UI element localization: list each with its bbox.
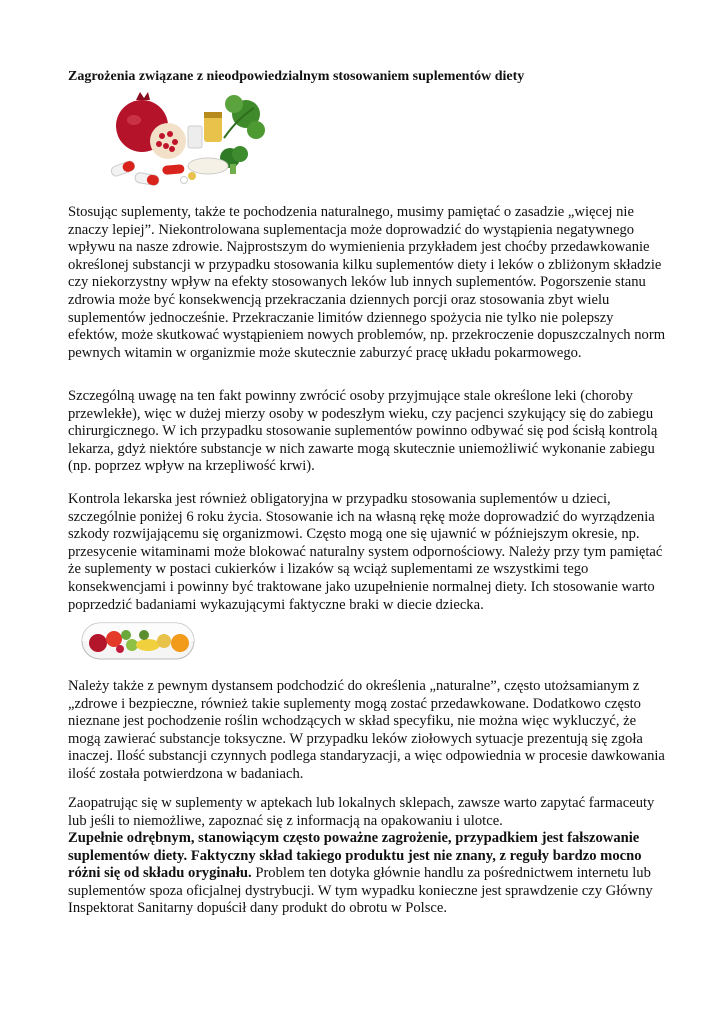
fruit-capsule-illustration xyxy=(80,617,196,665)
paragraph-6-text: Problem ten dotyka głównie handlu za pośrednictwem internetu lub suplementów spoza oficjalnej dystrybucji. W tym wypadku konieczne jest sprawdzenie czy Główny Inspektorat Sanitarny dopuścił dany produkt do obrotu w Polsce. xyxy=(68,865,653,917)
paragraph-4: Należy także z pewnym dystansem podchodzić do określenia „naturalne”, często utożsamianym z „zdrowe i bezpieczne, również takie suplementy mogą zostać przedawkowane. Dodatkowo często nieznane jest pochodzenie roślin wchodzących w skład specyfiku, nie można więc wykluczyć, że mogą zawierać substancje toksyczne. W przypadku leków ziołowych sytuacje prezentują się zgoła inaczej. Ilość substancji czynnych podlega standaryzacji, a więc odpowiednia w procesie dawkowania ilość została potwierdzona w badaniach. xyxy=(68,678,665,782)
warning-bold-text: Zupełnie odrębnym, stanowiącym często poważne zagrożenie, przypadkiem jest fałszowanie suplementów diety. Faktyczny skład takiego produktu jest nie znany, z reguły bardzo mocno różni się od składu oryginału. xyxy=(68,830,642,882)
paragraph-6 xyxy=(68,830,666,918)
paragraph-1: Stosując suplementy, także te pochodzenia naturalnego, musimy pamiętać o zasadzie „więcej nie znaczy lepiej”. Niekontrolowana suplementacja może doprowadzić do wystąpienia negatywnego wpływu na nasze zdrowie. Najprostszym do wymienienia przykładem jest choćby przedawkowanie określonej substancji w przypadku stosowania kilku suplementów diety i leków o zbliżonym składzie czy niekorzystny wpływ na efekty stosowanych leków lub innych suplementów. Pogorszenie stanu zdrowia może być konsekwencją przekraczania dziennych porcji oraz stosowania zbyt wielu suplementów jednocześnie. Przekraczanie limitów dziennego spożycia nie tylko nie polepszy efektów, może skutkować wystąpieniem nowych problemów, np. przekroczenie dopuszczalnych norm pewnych witamin w organizmie może skutecznie zaburzyć pracę układu pokarmowego. xyxy=(68,204,666,361)
paragraph-5: Zaopatrując się w suplementy w aptekach lub lokalnych sklepach, zawsze warto zapytać farmaceuty lub jeśli to niemożliwe, zapoznać się z informacją na opakowaniu i ulotce. xyxy=(68,795,655,829)
paragraph-3: Kontrola lekarska jest również obligatoryjna w przypadku stosowania suplementów u dzieci, szczególnie poniżej 6 roku życia. Stosowanie ich na własną rękę może doprowadzić do wyrządzenia szkody rozwijającemu się organizmowi. Często mogą one się ujawnić w późniejszym okresie, np. przesycenie witaminami może blokować naturalny system odpornościowy. Należy przy tym pamiętać że suplementy w postaci cukierków i lizaków są wciąż suplementami ze wszystkimi tego konsekwencjami i powinny być traktowane jako uzupełnienie normalnej diety. Ich stosowanie warto poprzedzić badaniami wykazującymi faktyczne braki w diecie dziecka. xyxy=(68,491,663,613)
paragraph-2: Szczególną uwagę na ten fakt powinny zwrócić osoby przyjmujące stale określone leki (choroby przewlekłe), więc w dużej mierzy osoby w podeszłym wieku, czy pacjenci szykujący się do zabiegu chirurgicznego. W ich przypadku stosowanie suplementów powinno odbywać się pod ścisłą kontrolą lekarza, gdyż niektóre substancje w nich zawarte mogą skutecznie uniemożliwić wykonanie zabiegu (np. poprzez wpływ na krzepliwość krwi). xyxy=(68,388,658,475)
supplements-illustration xyxy=(96,86,268,188)
document-title: Zagrożenia związane z nieodpowiedzialnym stosowaniem suplementów diety xyxy=(68,69,525,84)
